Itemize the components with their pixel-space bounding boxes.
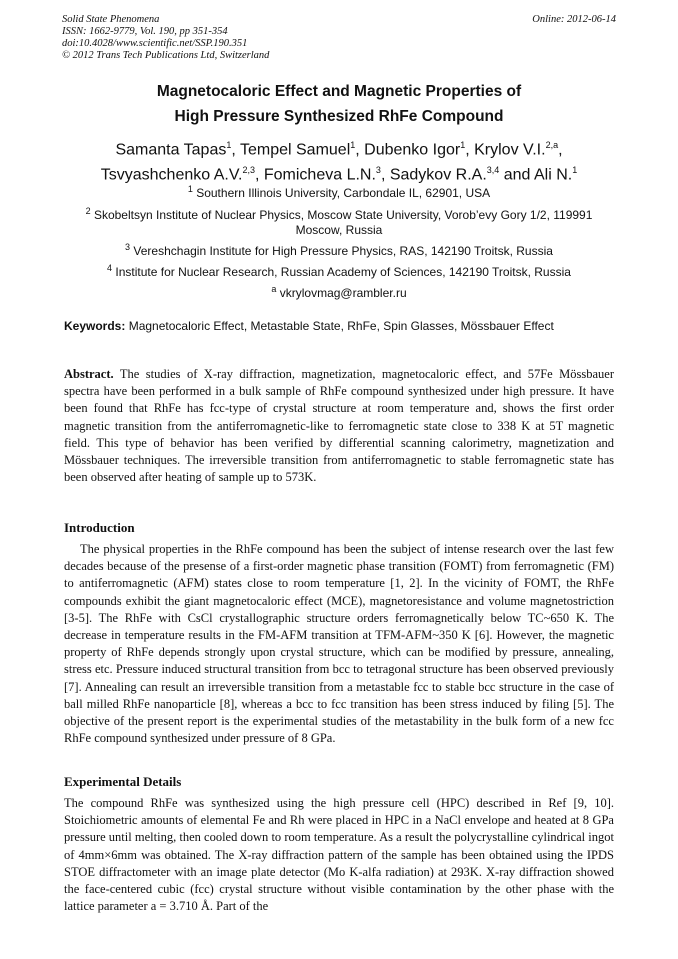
online-date: Online: 2012-06-14 <box>532 14 616 25</box>
author-separator: , <box>558 141 563 159</box>
keywords-label: Keywords: <box>64 319 126 333</box>
author-separator: , <box>465 141 475 159</box>
journal-name: Solid State Phenomena <box>62 14 160 25</box>
copyright: © 2012 Trans Tech Publications Ltd, Switzerland <box>62 50 270 61</box>
abstract-text: The studies of X-ray diffraction, magnetization, magnetocaloric effect, and 57Fe Mössbauer spectra have been performed in a bulk sample of RhFe compound synthesized under high pressure. It have been found that RhFe has fcc-type of crystal structure at room temperature and, shows the first order magnetic transition from the antiferromagnetic-like to ferromagnetic state close to 338 K at 5T magnetic field. This type of behavior has been verified by differential scanning calorimetry, magnetization and Mössbauer techniques. The irreversible transition from antiferromagnetic to stable ferromagnetic state has been observed after heating of sample up to 573K. <box>64 367 614 485</box>
author-affiliation-marker: 3,4 <box>486 165 500 176</box>
affiliation-marker: 1 <box>187 184 193 194</box>
abstract-label: Abstract. <box>64 367 114 381</box>
experimental-text: The compound RhFe was synthesized using the high pressure cell (HPC) described in Ref [9, 10]. Stoichiometric amounts of elemental Fe and Rh were placed in HPC in a NaCl envelope and heated at 8 GPa pressure until melting, then cooled down to room temperature. As a result the polycrystalline cylindrical ingot of 4mm×6mm was obtained. The X-ray diffraction pattern of the sample has been obtained using the IPDS STOE diffractometer with an image plate detector (Mo K-alfa radiation) at 293K. X-ray diffraction showed the face-centered cubic (fcc) crystal structure without visible contamination by the other phase with the lattice parameter a = 3.710 Å. Part of the <box>64 796 614 914</box>
author-name: Ali N. <box>533 166 573 184</box>
author-separator: , <box>254 166 264 184</box>
author-affiliation-marker: 1 <box>226 140 232 150</box>
author-affiliation-marker: 1 <box>460 140 466 150</box>
affiliation-text: Vereshchagin Institute for High Pressure Physics, RAS, 142190 Troitsk, Russia <box>133 244 553 258</box>
author-conjunction: and <box>499 166 534 184</box>
author-affiliation-marker: 1 <box>572 165 578 176</box>
author-name: Krylov V.I. <box>474 141 546 159</box>
experimental-heading: Experimental Details <box>64 774 182 789</box>
author-name: Tsvyashchenko A.V. <box>100 166 243 184</box>
keywords <box>64 319 624 333</box>
affiliation-marker: a <box>271 284 277 294</box>
keywords-text: Magnetocaloric Effect, Metastable State, RhFe, Spin Glasses, Mössbauer Effect <box>128 319 554 333</box>
paper-title-line-2: High Pressure Synthesized RhFe Compound <box>174 108 504 125</box>
author-affiliation-marker: 1 <box>350 140 356 150</box>
author-separator: , <box>355 141 365 159</box>
introduction-text: The physical properties in the RhFe compound has been the subject of intense research over the last few decades because of the presense of a first-order magnetic phase transition (FOMT) from ferromagnetic (FM) to antiferromagnetic (AFM) states close to room temperature [1, 2]. In the vicinity of FOMT, the RhFe compounds exhibit the giant magnetocaloric effect (MCE), magnetoresistance and volume magnetostriction [3-5]. The RhFe with CsCl crystallographic structure orders ferromagnetically below TC~650 K. The decrease in temperature results in the FM-AFM transition at TFM-AFM~350 K [6]. However, the magnetic property of RhFe depends strongly upon crystal structure, which can be modified by pressure, annealing, stress etc. Pressure induced structural transition from bcc to tetragonal structure has been observed previously [7]. Annealing can result an irreversible transition from a metastable fcc to stable bcc structure in the case of ball milled RhFe nanoparticle [8], whereas a bcc to fcc transition has been stress induced by filing [5]. The objective of the present report is the experimental studies of the metastability in the bulk form of a new fcc RhFe compound synthesized under pressure of 8 GPa. <box>64 542 614 746</box>
author-name: Fomicheva L.N. <box>263 166 376 184</box>
affiliation-text: Institute for Nuclear Research, Russian Academy of Sciences, 142190 Troitsk, Russia <box>115 265 571 279</box>
author-name: Sadykov R.A. <box>389 166 487 184</box>
journal-header <box>62 14 616 62</box>
author-affiliation-marker: 2,a <box>545 140 559 150</box>
author-separator: , <box>231 141 240 159</box>
introduction-heading: Introduction <box>64 520 135 535</box>
affiliation-2 <box>62 204 616 238</box>
contact-email[interactable]: vkrylovmag@rambler.ru <box>279 286 407 300</box>
author-name: Tempel Samuel <box>239 141 351 159</box>
affiliation-text: Skobeltsyn Institute of Nuclear Physics, Moscow State University, Vorob’evy Gory 1/2, 119991 Moscow, Russia <box>93 208 593 237</box>
affiliation-4 <box>62 261 616 280</box>
doi: doi:10.4028/www.scientific.net/SSP.190.351 <box>62 38 248 49</box>
issn: ISSN: 1662-9779, Vol. 190, pp 351-354 <box>62 26 228 37</box>
author-affiliation-marker: 2,3 <box>242 165 255 176</box>
affiliation-marker: 2 <box>85 206 91 216</box>
paper-title-line-1: Magnetocaloric Effect and Magnetic Properties of <box>156 83 522 100</box>
author-separator: , <box>380 166 390 184</box>
affiliation-marker: 4 <box>107 263 113 273</box>
affiliation-email <box>62 282 616 301</box>
affiliation-marker: 3 <box>125 242 131 252</box>
author-affiliation-marker: 3 <box>375 165 381 176</box>
affiliation-text: Southern Illinois University, Carbondale IL, 62901, USA <box>196 186 491 200</box>
author-list <box>62 135 616 186</box>
affiliation-1 <box>62 182 616 201</box>
abstract <box>64 366 614 486</box>
author-name: Dubenko Igor <box>364 141 461 159</box>
author-name: Samanta Tapas <box>115 141 227 159</box>
affiliation-3 <box>62 240 616 259</box>
